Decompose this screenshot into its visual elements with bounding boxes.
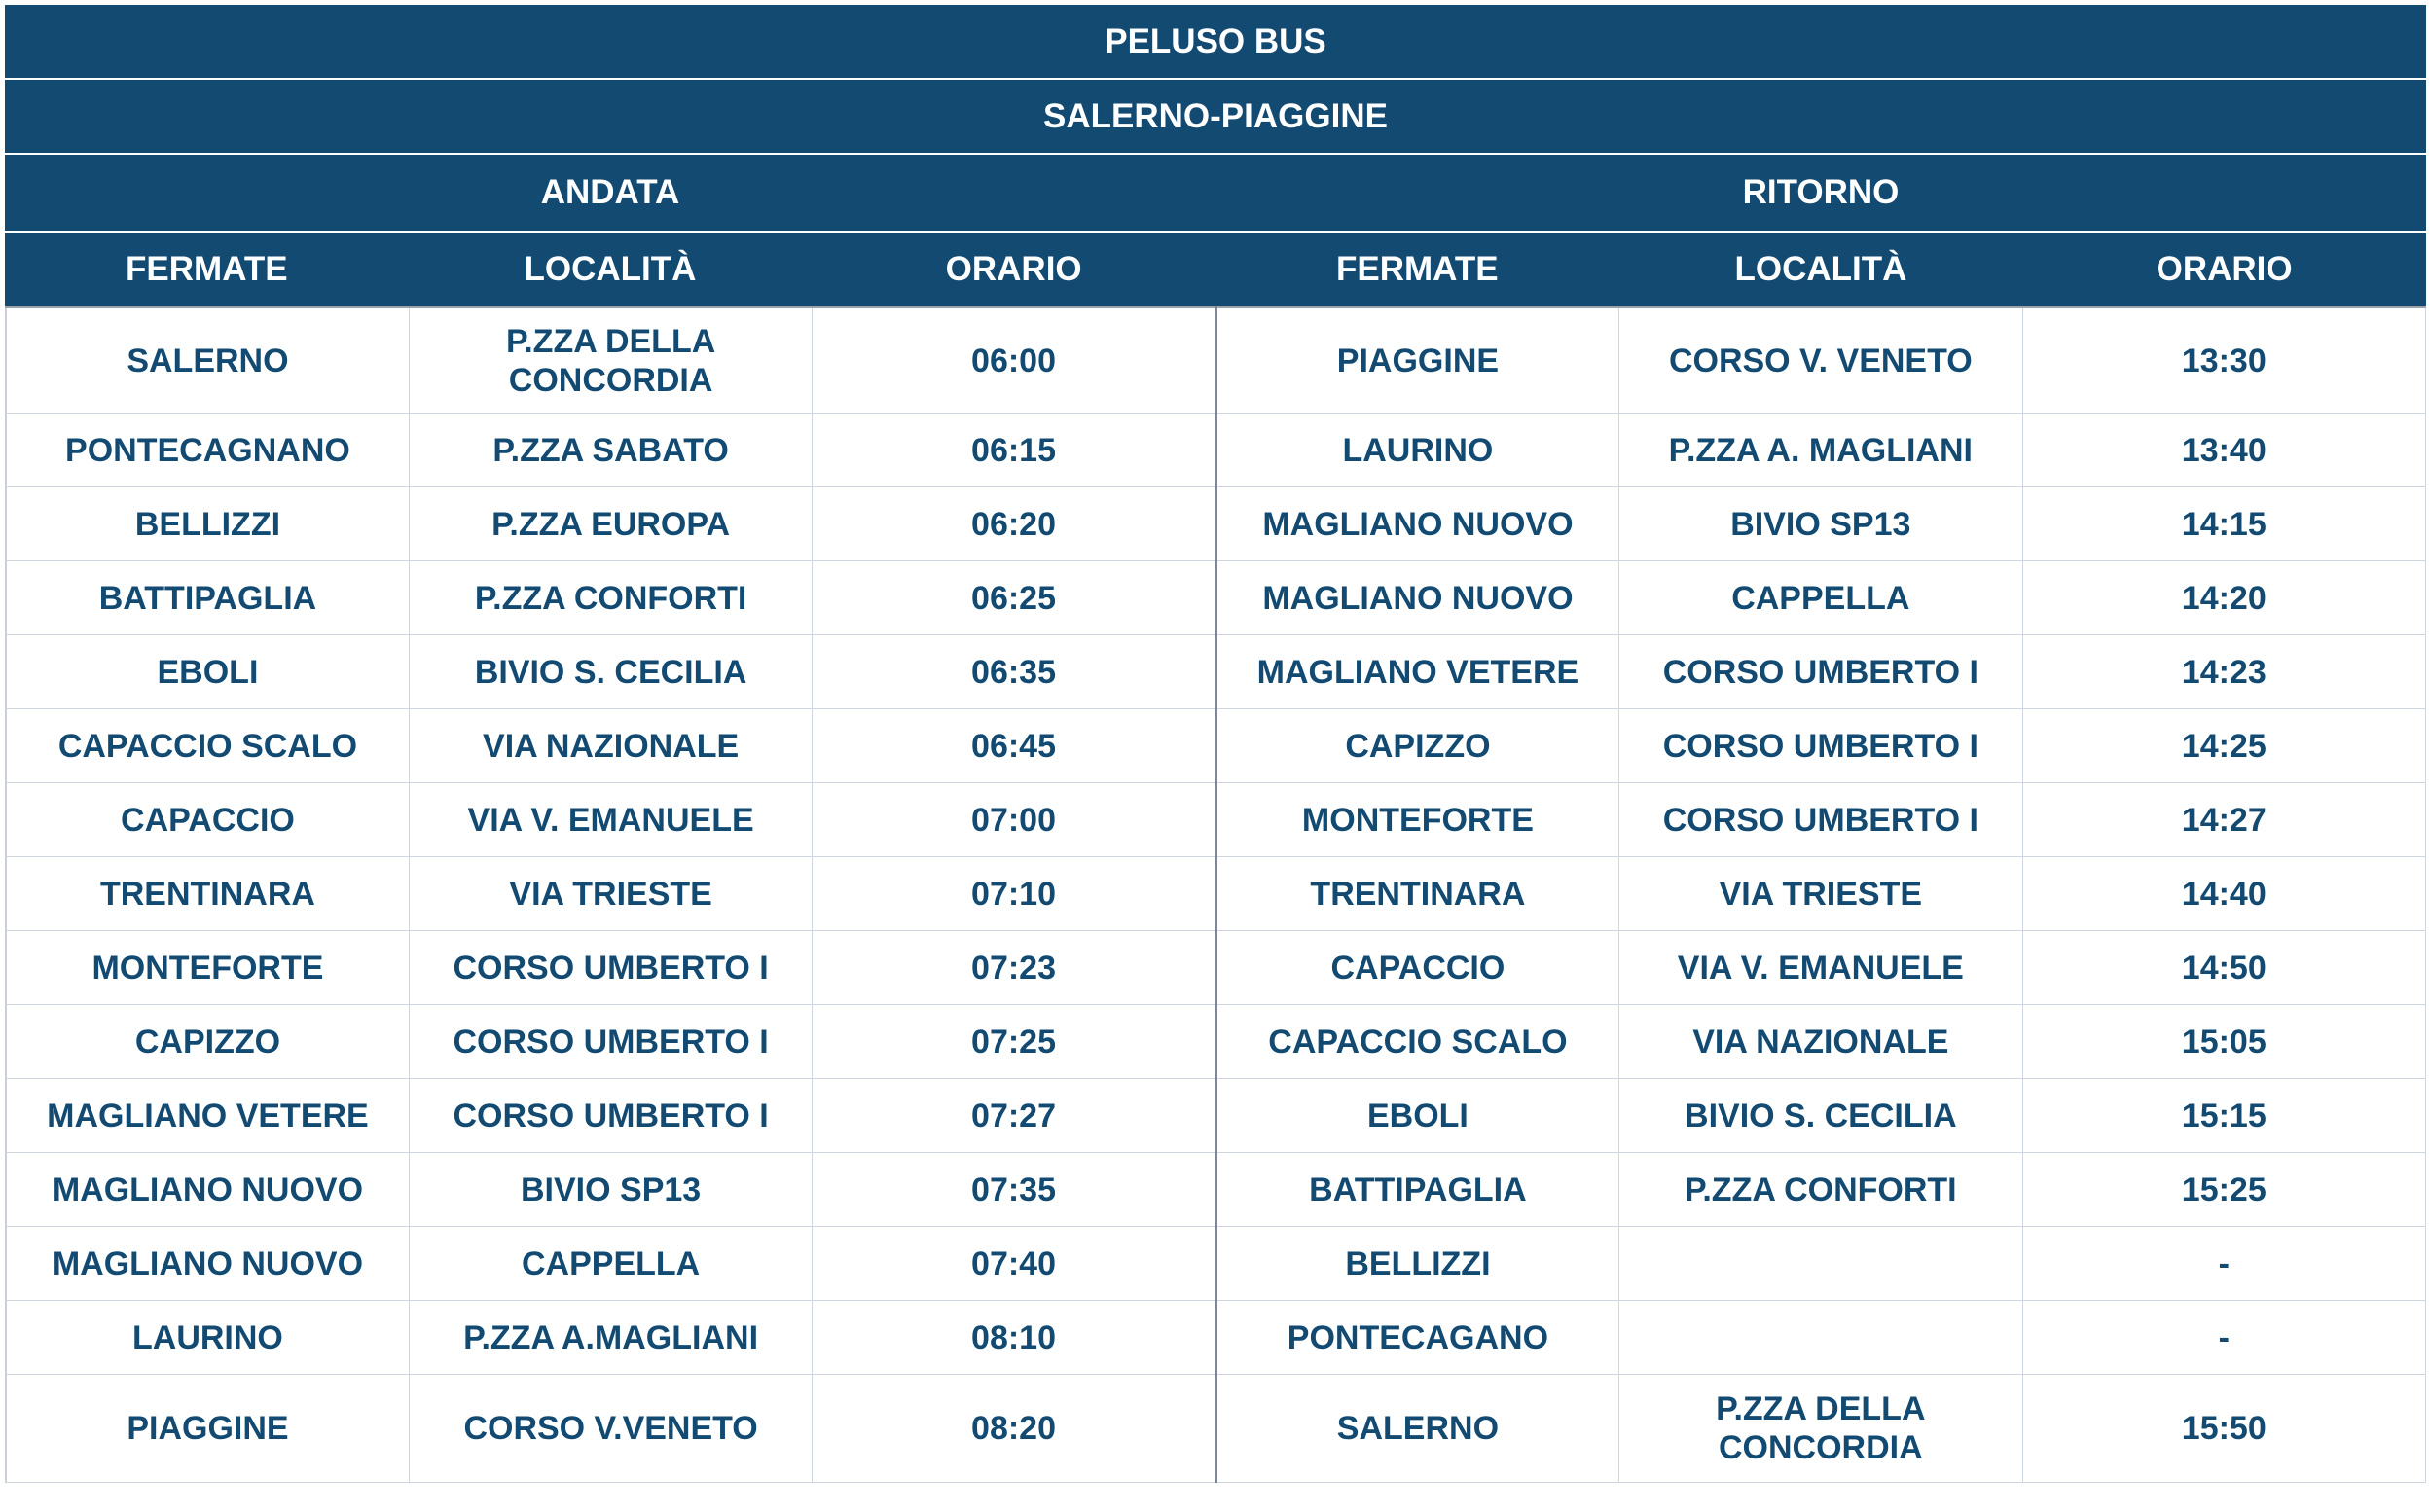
cell-r-fermata: PONTECAGANO	[1216, 1301, 1618, 1375]
cell-a-localita: BIVIO SP13	[409, 1153, 812, 1227]
cell-a-orario: 06:20	[813, 487, 1216, 561]
cell-r-localita: VIA TRIESTE	[1619, 857, 2022, 931]
cell-r-orario: 14:23	[2022, 635, 2425, 709]
cell-a-orario: 06:25	[813, 561, 1216, 635]
cell-r-localita: BIVIO SP13	[1619, 487, 2022, 561]
table-row	[6, 1153, 2426, 1227]
cell-a-fermata: MAGLIANO VETERE	[6, 1079, 409, 1153]
table-row	[6, 414, 2426, 487]
cell-a-localita: VIA TRIESTE	[409, 857, 812, 931]
table-row	[6, 1227, 2426, 1301]
cell-r-orario: 14:40	[2022, 857, 2425, 931]
cell-a-localita: P.ZZA SABATO	[409, 414, 812, 487]
table-row	[6, 857, 2426, 931]
cell-a-orario: 07:10	[813, 857, 1216, 931]
cell-a-fermata: PONTECAGNANO	[6, 414, 409, 487]
cell-a-fermata: CAPACCIO	[6, 783, 409, 857]
cell-r-fermata: LAURINO	[1216, 414, 1618, 487]
schedule-table	[5, 306, 2426, 1483]
table-row	[6, 487, 2426, 561]
cell-a-orario: 07:40	[813, 1227, 1216, 1301]
cell-r-localita	[1619, 1301, 2022, 1375]
cell-a-fermata: PIAGGINE	[6, 1375, 409, 1483]
cell-a-localita: CORSO UMBERTO I	[409, 1005, 812, 1079]
cell-a-orario: 07:25	[813, 1005, 1216, 1079]
cell-r-fermata: MAGLIANO NUOVO	[1216, 561, 1618, 635]
cell-r-fermata: SALERNO	[1216, 1375, 1618, 1483]
cell-a-localita: CORSO UMBERTO I	[409, 1079, 812, 1153]
cell-a-localita: CORSO V.VENETO	[409, 1375, 812, 1483]
cell-r-localita: P.ZZA A. MAGLIANI	[1619, 414, 2022, 487]
cell-r-orario: 14:20	[2022, 561, 2425, 635]
cell-r-fermata: BELLIZZI	[1216, 1227, 1618, 1301]
cell-r-localita: CORSO UMBERTO I	[1619, 783, 2022, 857]
cell-a-orario: 06:35	[813, 635, 1216, 709]
cell-a-orario: 07:35	[813, 1153, 1216, 1227]
cell-a-localita: P.ZZA EUROPA	[409, 487, 812, 561]
cell-r-fermata: MAGLIANO VETERE	[1216, 635, 1618, 709]
table-row	[6, 307, 2426, 414]
cell-a-localita: P.ZZA A.MAGLIANI	[409, 1301, 812, 1375]
col-header-a-orario: ORARIO	[945, 249, 1082, 288]
cell-r-orario: -	[2022, 1227, 2425, 1301]
company-title: PELUSO BUS	[5, 5, 2426, 80]
table-row	[6, 1375, 2426, 1483]
cell-a-localita: VIA NAZIONALE	[409, 709, 812, 783]
cell-r-localita: CORSO V. VENETO	[1619, 307, 2022, 414]
cell-a-orario: 06:15	[813, 414, 1216, 487]
cell-r-orario: 13:30	[2022, 307, 2425, 414]
cell-r-orario: 15:25	[2022, 1153, 2425, 1227]
cell-r-localita: VIA NAZIONALE	[1619, 1005, 2022, 1079]
table-row	[6, 709, 2426, 783]
cell-r-fermata: TRENTINARA	[1216, 857, 1618, 931]
cell-r-fermata: BATTIPAGLIA	[1216, 1153, 1618, 1227]
cell-a-orario: 06:00	[813, 307, 1216, 414]
cell-r-localita: CAPPELLA	[1619, 561, 2022, 635]
cell-a-fermata: MAGLIANO NUOVO	[6, 1227, 409, 1301]
cell-r-orario: 14:15	[2022, 487, 2425, 561]
cell-r-localita: P.ZZA CONFORTI	[1619, 1153, 2022, 1227]
cell-a-localita: P.ZZA DELLA CONCORDIA	[409, 307, 812, 414]
cell-a-fermata: SALERNO	[6, 307, 409, 414]
cell-r-fermata: CAPACCIO SCALO	[1216, 1005, 1618, 1079]
cell-r-orario: -	[2022, 1301, 2425, 1375]
table-row	[6, 635, 2426, 709]
col-header-a-localita: LOCALITÀ	[524, 249, 697, 288]
cell-a-orario: 08:20	[813, 1375, 1216, 1483]
cell-r-localita: CORSO UMBERTO I	[1619, 635, 2022, 709]
cell-a-fermata: BATTIPAGLIA	[6, 561, 409, 635]
cell-r-localita: P.ZZA DELLA CONCORDIA	[1619, 1375, 2022, 1483]
col-header-a-fermate: FERMATE	[126, 249, 288, 288]
direction-header-row	[5, 155, 2426, 233]
cell-r-orario: 15:50	[2022, 1375, 2425, 1483]
cell-a-orario: 07:00	[813, 783, 1216, 857]
cell-r-localita: CORSO UMBERTO I	[1619, 709, 2022, 783]
cell-a-localita: P.ZZA CONFORTI	[409, 561, 812, 635]
cell-a-orario: 08:10	[813, 1301, 1216, 1375]
table-row	[6, 783, 2426, 857]
col-header-r-orario: ORARIO	[2156, 249, 2293, 288]
col-header-r-localita: LOCALITÀ	[1734, 249, 1907, 288]
ritorno-label: RITORNO	[1216, 155, 2426, 231]
cell-a-fermata: TRENTINARA	[6, 857, 409, 931]
cell-r-orario: 15:15	[2022, 1079, 2425, 1153]
cell-a-orario: 06:45	[813, 709, 1216, 783]
table-row	[6, 1005, 2426, 1079]
cell-a-fermata: MAGLIANO NUOVO	[6, 1153, 409, 1227]
cell-r-fermata: CAPIZZO	[1216, 709, 1618, 783]
cell-r-orario: 15:05	[2022, 1005, 2425, 1079]
cell-a-localita: VIA V. EMANUELE	[409, 783, 812, 857]
cell-r-localita	[1619, 1227, 2022, 1301]
table-row	[6, 1301, 2426, 1375]
cell-r-localita: VIA V. EMANUELE	[1619, 931, 2022, 1005]
cell-r-orario: 14:25	[2022, 709, 2425, 783]
cell-r-fermata: EBOLI	[1216, 1079, 1618, 1153]
cell-r-fermata: CAPACCIO	[1216, 931, 1618, 1005]
timetable	[5, 5, 2426, 1483]
table-row	[6, 561, 2426, 635]
cell-a-localita: CORSO UMBERTO I	[409, 931, 812, 1005]
cell-r-orario: 14:27	[2022, 783, 2425, 857]
andata-label: ANDATA	[5, 155, 1216, 231]
table-row	[6, 1079, 2426, 1153]
cell-a-fermata: MONTEFORTE	[6, 931, 409, 1005]
cell-r-fermata: MONTEFORTE	[1216, 783, 1618, 857]
column-header-row	[5, 233, 2426, 306]
table-row	[6, 931, 2426, 1005]
cell-a-fermata: CAPIZZO	[6, 1005, 409, 1079]
cell-a-fermata: EBOLI	[6, 635, 409, 709]
cell-a-fermata: BELLIZZI	[6, 487, 409, 561]
route-title: SALERNO-PIAGGINE	[5, 80, 2426, 155]
cell-a-fermata: LAURINO	[6, 1301, 409, 1375]
cell-a-orario: 07:27	[813, 1079, 1216, 1153]
cell-r-fermata: MAGLIANO NUOVO	[1216, 487, 1618, 561]
cell-a-localita: CAPPELLA	[409, 1227, 812, 1301]
cell-a-orario: 07:23	[813, 931, 1216, 1005]
cell-r-orario: 13:40	[2022, 414, 2425, 487]
col-header-r-fermate: FERMATE	[1336, 249, 1499, 288]
cell-r-localita: BIVIO S. CECILIA	[1619, 1079, 2022, 1153]
cell-a-fermata: CAPACCIO SCALO	[6, 709, 409, 783]
cell-r-fermata: PIAGGINE	[1216, 307, 1618, 414]
cell-a-localita: BIVIO S. CECILIA	[409, 635, 812, 709]
cell-r-orario: 14:50	[2022, 931, 2425, 1005]
